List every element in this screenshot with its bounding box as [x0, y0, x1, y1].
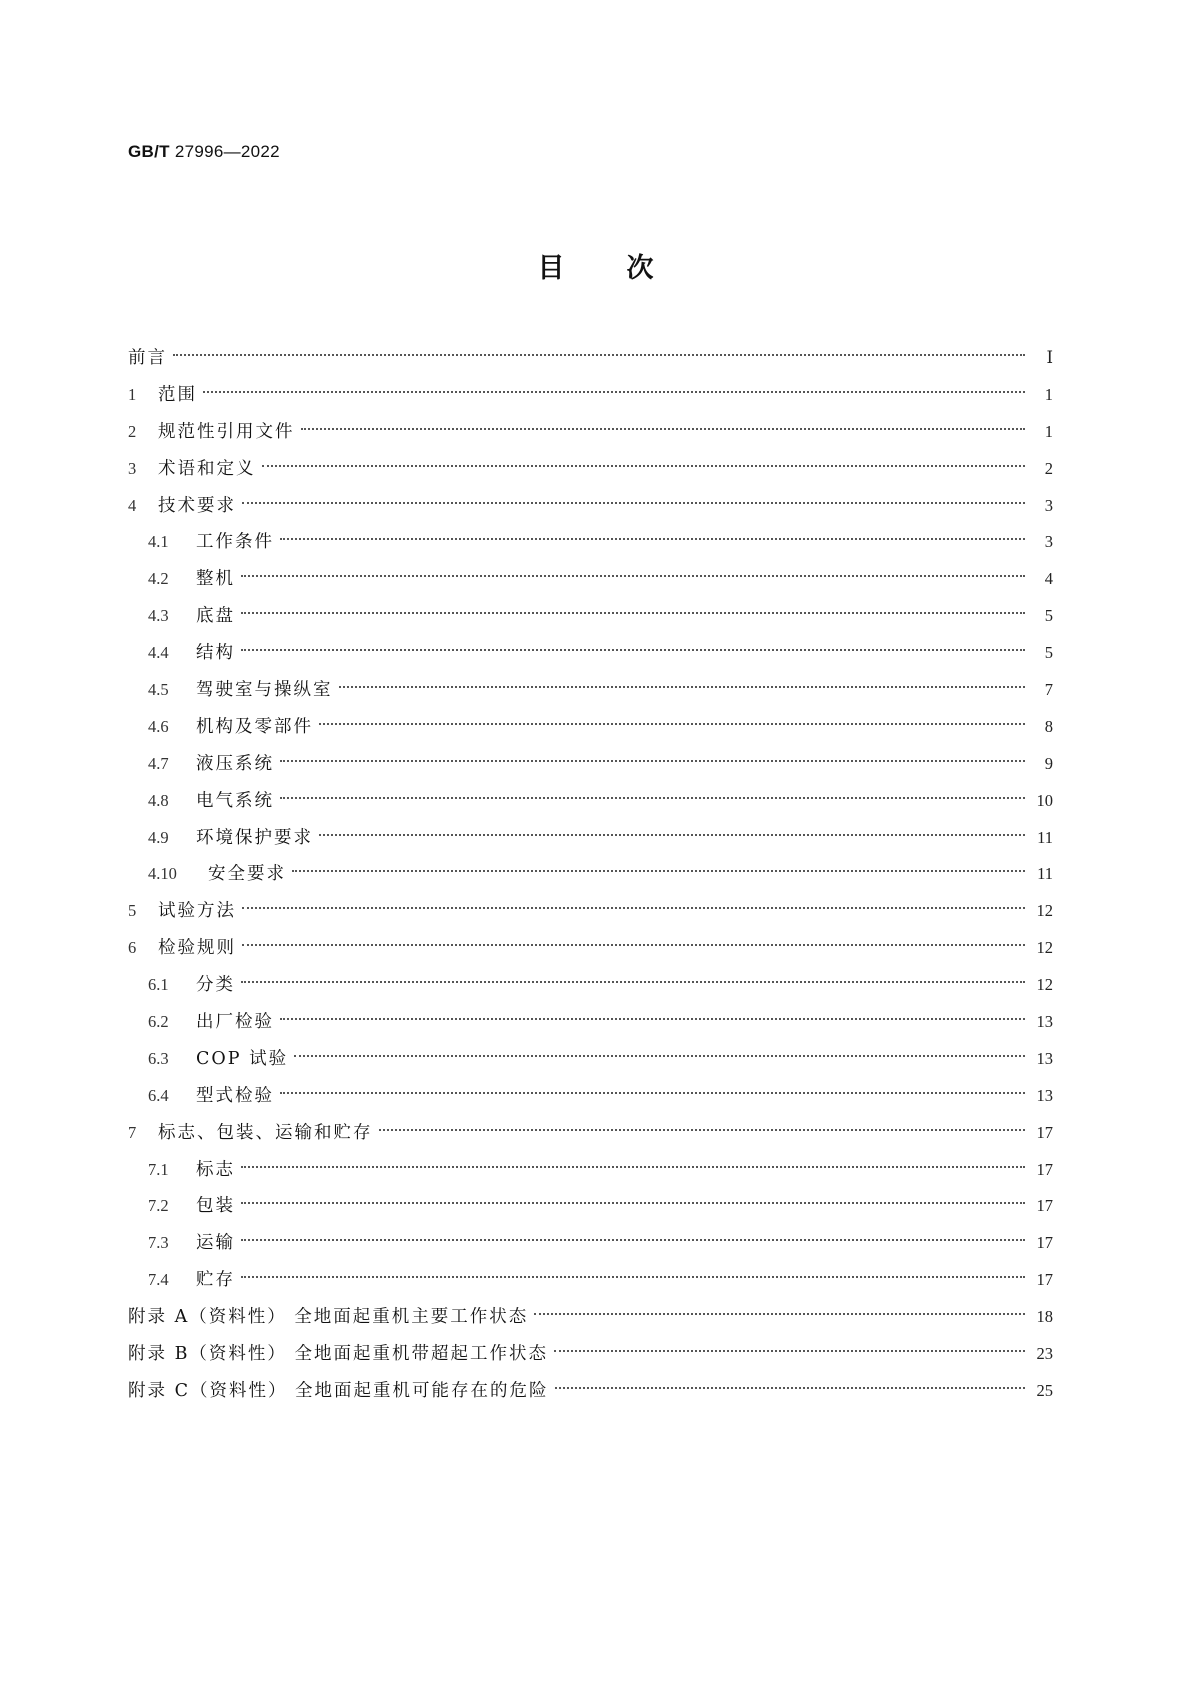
- standard-number: 27996—2022: [174, 142, 280, 161]
- toc-entry-page: 25: [1036, 1380, 1053, 1400]
- toc-entry-label: 型式检验: [196, 1085, 274, 1106]
- toc-entry-page: 17: [1036, 1270, 1053, 1290]
- toc-leader-dots: [241, 981, 1025, 983]
- toc-entry-4-6[interactable]: [128, 709, 1053, 746]
- toc-entry-number: 6.2: [148, 1012, 169, 1032]
- toc-leader-dots: [280, 538, 1025, 540]
- toc-entry-label: 附录 B（资料性） 全地面起重机带超起工作状态: [128, 1344, 548, 1365]
- toc-entry-number: 7.1: [148, 1159, 169, 1179]
- toc-leader-dots: [339, 686, 1026, 688]
- toc-entry-4-5[interactable]: [128, 672, 1053, 709]
- toc-entry-page: 2: [1044, 458, 1053, 478]
- toc-leader-dots: [241, 1239, 1025, 1241]
- toc-leader-dots: [241, 1202, 1025, 1204]
- toc-entry-7[interactable]: [128, 1115, 1053, 1152]
- toc-entry-label: 液压系统: [196, 753, 274, 774]
- toc-entry-4[interactable]: [128, 488, 1053, 525]
- toc-leader-dots: [292, 870, 1025, 872]
- standard-prefix: GB/T: [128, 142, 170, 161]
- toc-entry-6-2[interactable]: [128, 1004, 1053, 1041]
- toc-entry-6-1[interactable]: [128, 967, 1053, 1004]
- toc-leader-dots: [241, 1276, 1025, 1278]
- page-title: [0, 246, 1191, 285]
- toc-entry-7-1[interactable]: [128, 1152, 1053, 1189]
- toc-entry-label: 标志、包装、运输和贮存: [158, 1122, 373, 1143]
- toc-entry-label: 技术要求: [158, 495, 236, 516]
- toc-entry-label: 附录 C（资料性） 全地面起重机可能存在的危险: [128, 1380, 549, 1401]
- toc-entry-number: 6: [128, 938, 137, 958]
- toc-entry-number: 4.8: [148, 790, 169, 810]
- standard-code: [128, 142, 280, 162]
- toc-entry-number: 7: [128, 1122, 137, 1142]
- toc-entry-number: 2: [128, 421, 137, 441]
- toc-entry-label: 试验方法: [158, 901, 236, 922]
- toc-entry-annex-b[interactable]: [128, 1336, 1053, 1373]
- toc-entry-4-7[interactable]: [128, 746, 1053, 783]
- toc-entry-4-1[interactable]: [128, 524, 1053, 561]
- toc-entry-6-3[interactable]: [128, 1041, 1053, 1078]
- toc-leader-dots: [241, 575, 1025, 577]
- toc-leader-dots: [554, 1350, 1025, 1352]
- toc-entry-5[interactable]: [128, 893, 1053, 930]
- toc-entry-page: 3: [1044, 532, 1053, 552]
- toc-entry-page: 10: [1036, 790, 1053, 810]
- toc-entry-page: 3: [1044, 495, 1053, 515]
- title-char-2: 次: [626, 253, 654, 284]
- toc-entry-number: 3: [128, 458, 137, 478]
- toc-entry-label: 运输: [196, 1233, 235, 1254]
- toc-entry-label: 术语和定义: [158, 458, 256, 479]
- toc-entry-label: 驾驶室与操纵室: [196, 680, 333, 701]
- toc-entry-number: 6.4: [148, 1085, 169, 1105]
- toc-entry-number: 4.5: [148, 680, 169, 700]
- toc-entry-7-4[interactable]: [128, 1262, 1053, 1299]
- toc-leader-dots: [242, 944, 1025, 946]
- toc-entry-page: 7: [1044, 680, 1053, 700]
- toc-entry-number: 4: [128, 495, 137, 515]
- toc-leader-dots: [301, 428, 1026, 430]
- toc-entry-2[interactable]: [128, 414, 1053, 451]
- toc-leader-dots: [280, 1092, 1025, 1094]
- toc-entry-label: 整机: [196, 569, 235, 590]
- toc-entry-page: 17: [1036, 1122, 1053, 1142]
- toc-entry-number: 7.2: [148, 1196, 169, 1216]
- toc-entry-number: 6.1: [148, 975, 169, 995]
- toc-entry-label: 机构及零部件: [196, 716, 313, 737]
- toc-entry-page: 17: [1036, 1159, 1053, 1179]
- toc-entry-label: COP 试验: [196, 1048, 289, 1069]
- toc-entry-label: 环境保护要求: [196, 827, 313, 848]
- toc-leader-dots: [242, 907, 1025, 909]
- toc-entry-label: 范围: [158, 384, 197, 405]
- toc-entry-label: 检验规则: [158, 938, 236, 959]
- toc-entry-foreword[interactable]: [128, 340, 1053, 377]
- toc-leader-dots: [534, 1313, 1025, 1315]
- toc-entry-number: 7.4: [148, 1270, 169, 1290]
- toc-leader-dots: [241, 612, 1025, 614]
- toc-entry-page: 18: [1036, 1307, 1053, 1327]
- toc-entry-page: 1: [1044, 384, 1053, 404]
- toc-entry-label: 前言: [128, 348, 167, 368]
- toc-entry-label: 底盘: [196, 606, 235, 627]
- toc-entry-page: 4: [1044, 569, 1053, 589]
- toc-entry-4-4[interactable]: [128, 635, 1053, 672]
- toc-entry-7-3[interactable]: [128, 1225, 1053, 1262]
- toc-entry-label: 贮存: [196, 1270, 235, 1291]
- toc-entry-page: 13: [1036, 1085, 1053, 1105]
- toc-leader-dots: [319, 723, 1025, 725]
- toc-entry-label: 结构: [196, 643, 235, 664]
- toc-entry-number: 1: [128, 384, 137, 404]
- toc-entry-4-3[interactable]: [128, 598, 1053, 635]
- toc-entry-number: 4.2: [148, 569, 169, 589]
- toc-entry-page: 13: [1036, 1048, 1053, 1068]
- toc-entry-label: 出厂检验: [196, 1012, 274, 1033]
- toc-entry-number: 4.4: [148, 643, 169, 663]
- toc-entry-label: 电气系统: [196, 790, 274, 811]
- toc-entry-4-10[interactable]: [128, 856, 1053, 893]
- toc-entry-page: 5: [1044, 643, 1053, 663]
- toc-entry-page: 23: [1036, 1344, 1053, 1364]
- toc-entry-page: 12: [1036, 938, 1053, 958]
- toc-entry-page: 17: [1036, 1233, 1053, 1253]
- toc-leader-dots: [294, 1055, 1025, 1057]
- toc-entry-6-4[interactable]: [128, 1078, 1053, 1115]
- toc-entry-number: 4.1: [148, 532, 169, 552]
- toc-entry-number: 6.3: [148, 1048, 169, 1068]
- toc-entry-label: 安全要求: [208, 864, 286, 885]
- toc-entry-number: 4.6: [148, 716, 169, 736]
- toc-entry-page: 12: [1036, 901, 1053, 921]
- toc-leader-dots: [280, 797, 1025, 799]
- toc-entry-4-9[interactable]: [128, 820, 1053, 857]
- toc-leader-dots: [280, 760, 1025, 762]
- toc-leader-dots: [555, 1387, 1025, 1389]
- toc-entry-page: 8: [1044, 716, 1053, 736]
- toc-entry-annex-c[interactable]: [128, 1373, 1053, 1410]
- toc-leader-dots: [280, 1018, 1025, 1020]
- title-char-1: 目: [537, 253, 565, 284]
- toc-entry-page: 11: [1037, 864, 1053, 884]
- toc-entry-label: 分类: [196, 975, 235, 996]
- toc-entry-page: 1: [1044, 421, 1053, 441]
- toc-entry-page: 13: [1036, 1012, 1053, 1032]
- toc-leader-dots: [319, 834, 1025, 836]
- toc-entry-number: 7.3: [148, 1233, 169, 1253]
- toc-leader-dots: [241, 1166, 1025, 1168]
- toc-entry-number: 5: [128, 901, 137, 921]
- toc-entry-page: 5: [1044, 606, 1053, 626]
- table-of-contents: [128, 340, 1053, 1410]
- toc-entry-6[interactable]: [128, 930, 1053, 967]
- toc-leader-dots: [203, 391, 1025, 393]
- toc-leader-dots: [242, 502, 1025, 504]
- toc-entry-page: 9: [1044, 753, 1053, 773]
- toc-entry-label: 规范性引用文件: [158, 421, 295, 442]
- toc-entry-number: 4.7: [148, 753, 169, 773]
- toc-entry-number: 4.3: [148, 606, 169, 626]
- toc-entry-number: 4.10: [148, 864, 177, 884]
- toc-entry-page: 17: [1036, 1196, 1053, 1216]
- toc-entry-page: 12: [1036, 975, 1053, 995]
- toc-entry-label: 包装: [196, 1196, 235, 1217]
- toc-entry-page: Ⅰ: [1046, 348, 1053, 367]
- toc-entry-label: 标志: [196, 1159, 235, 1180]
- toc-entry-4-8[interactable]: [128, 783, 1053, 820]
- toc-entry-7-2[interactable]: [128, 1188, 1053, 1225]
- toc-leader-dots: [173, 354, 1025, 356]
- toc-entry-annex-a[interactable]: [128, 1299, 1053, 1336]
- toc-entry-label: 附录 A（资料性） 全地面起重机主要工作状态: [128, 1307, 529, 1328]
- toc-leader-dots: [379, 1129, 1026, 1131]
- toc-leader-dots: [241, 649, 1025, 651]
- toc-entry-label: 工作条件: [196, 532, 274, 553]
- toc-entry-number: 4.9: [148, 827, 169, 847]
- toc-entry-3[interactable]: [128, 451, 1053, 488]
- toc-leader-dots: [262, 465, 1026, 467]
- toc-entry-4-2[interactable]: [128, 561, 1053, 598]
- toc-entry-page: 11: [1037, 827, 1053, 847]
- toc-entry-1[interactable]: [128, 377, 1053, 414]
